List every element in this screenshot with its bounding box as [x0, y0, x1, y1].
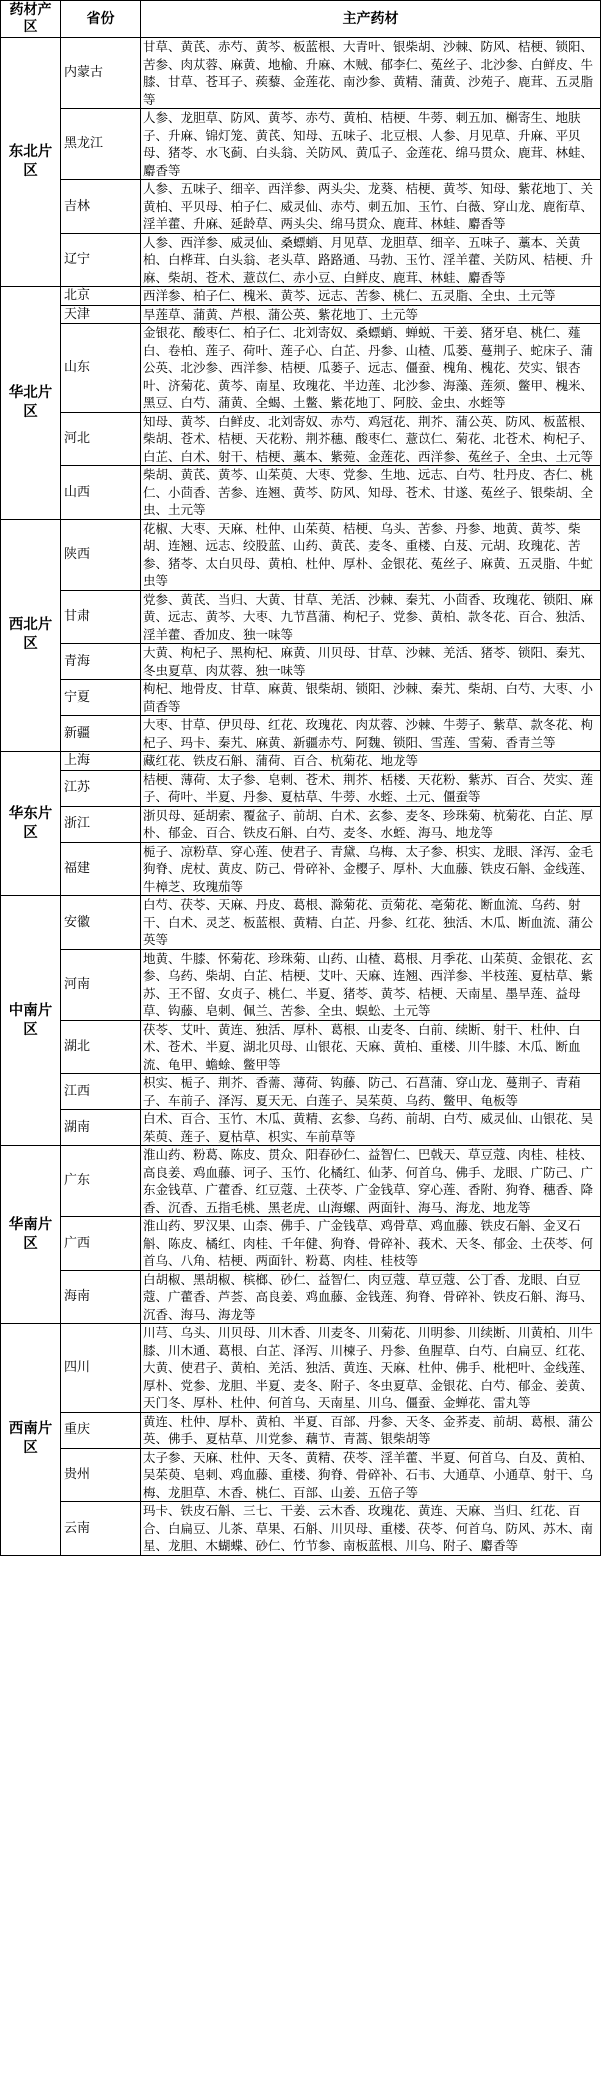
herbs-cell: 白术、百合、玉竹、木瓜、黄精、玄参、乌药、前胡、白芍、威灵仙、山银花、吴茱萸、莲子、夏枯草、枳实、车前草等 [141, 1110, 601, 1146]
table-row [1, 949, 601, 1020]
province-cell: 湖南 [61, 1110, 141, 1146]
herbs-cell: 玛卡、铁皮石斛、三七、干姜、云木香、玫瑰花、黄连、天麻、当归、红花、百合、白扁豆、儿茶、草果、石斛、川贝母、重楼、茯苓、何首乌、防风、苏木、南星、龙胆、木蝴蝶、砂仁、竹节参、南板蓝根、川乌、附子、麝香等 [141, 1502, 601, 1556]
table-row [1, 1502, 601, 1556]
herbs-cell: 金银花、酸枣仁、柏子仁、北刘寄奴、桑螵蛸、蝉蜕、干姜、猪牙皂、桃仁、薤白、卷柏、莲子、荷叶、莲子心、白芷、丹参、山楂、瓜蒌、蔓荆子、蛇床子、蒲公英、北沙参、西洋参、桔梗、瓜蒌子、远志、僵蚕、槐角、槐花、芡实、银杏叶、济菊花、黄芩、南星、玫瑰花、半边莲、北沙参、海藻、莲须、鳖甲、槐米、黑豆、白芍、蒲黄、全蝎、土鳖、紫花地丁、阿胶、金虫、水蛭等 [141, 324, 601, 413]
herbs-cell: 川芎、乌头、川贝母、川木香、川麦冬、川菊花、川明参、川续断、川黄柏、川牛膝、川木通、葛根、白芷、泽泻、川楝子、丹参、鱼腥草、白芍、白扁豆、红花、大黄、使君子、黄柏、羌活、独活、黄连、天麻、杜仲、佛手、枇杷叶、金线莲、厚朴、党参、龙胆、半夏、麦冬、附子、冬虫夏草、金银花、白芍、郁金、姜黄、天门冬、厚朴、杜仲、何首乌、天南星、川乌、僵蚕、金蝉花、雷丸等 [141, 1324, 601, 1413]
header-region: 药材产区 [1, 1, 61, 38]
province-cell: 福建 [61, 842, 141, 896]
region-cell: 华北片区 [1, 287, 61, 520]
table-row [1, 1270, 601, 1324]
table-row [1, 1412, 601, 1448]
herbs-cell: 旱莲草、蒲黄、芦根、蒲公英、紫花地丁、土元等 [141, 305, 601, 324]
herbs-cell: 淮山药、罗汉果、山柰、佛手、广金钱草、鸡骨草、鸡血藤、铁皮石斛、金叉石斛、陈皮、橘红、肉桂、千年健、狗脊、骨碎补、莪术、天冬、郁金、土茯苓、何首乌、八角、桔梗、两面针、粉葛、肉桂、桂枝等 [141, 1217, 601, 1271]
herbs-cell: 白芍、茯苓、天麻、丹皮、葛根、滁菊花、贡菊花、亳菊花、断血流、乌药、射干、白术、灵芝、板蓝根、黄精、白芷、丹参、红花、独活、木瓜、断血流、蒲公英等 [141, 896, 601, 950]
province-cell: 吉林 [61, 180, 141, 234]
herbs-cell: 人参、西洋参、威灵仙、桑螵蛸、月见草、龙胆草、细辛、五味子、藁本、关黄柏、白桦茸、白头翁、老头草、路路通、马勃、玉竹、淫羊藿、关防风、桔梗、升麻、柴胡、苍术、薏苡仁、赤小豆、白鲜皮、鹿茸、林蛙、麝香等 [141, 233, 601, 287]
province-cell: 陕西 [61, 519, 141, 590]
table-row [1, 38, 601, 109]
table-row [1, 590, 601, 644]
region-cell: 华南片区 [1, 1146, 61, 1324]
province-cell: 江西 [61, 1074, 141, 1110]
region-cell: 东北片区 [1, 38, 61, 287]
province-cell: 江苏 [61, 770, 141, 806]
herbs-cell: 黄连、杜仲、厚朴、黄柏、半夏、百部、丹参、天冬、金荞麦、前胡、葛根、蒲公英、佛手、夏枯草、川党参、藕节、青蒿、银柴胡等 [141, 1412, 601, 1448]
table-row [1, 716, 601, 752]
province-cell: 河南 [61, 949, 141, 1020]
table-row [1, 752, 601, 771]
herbs-cell: 人参、龙胆草、防风、黄芩、赤芍、黄柏、桔梗、牛蒡、刺五加、槲寄生、地肤子、升麻、锦灯笼、黄芪、知母、五味子、北豆根、人参、月见草、升麻、平贝母、猪苓、水飞蓟、白头翁、关防风、黄瓜子、金莲花、绵马贯众、鹿茸、林蛙、麝香等 [141, 109, 601, 180]
province-cell: 湖北 [61, 1020, 141, 1074]
header-herbs: 主产药材 [141, 1, 601, 38]
province-cell: 云南 [61, 1502, 141, 1556]
table-row [1, 1074, 601, 1110]
table-row [1, 1020, 601, 1074]
region-cell: 西北片区 [1, 519, 61, 752]
table-body [1, 38, 601, 1556]
table-row [1, 287, 601, 306]
herbs-cell: 太子参、天麻、杜仲、天冬、黄精、茯苓、淫羊藿、半夏、何首乌、白及、黄柏、吴茱萸、皂刺、鸡血藤、重楼、狗脊、骨碎补、石韦、大通草、小通草、射干、乌梅、龙胆草、木香、桃仁、百部、山姜、五倍子等 [141, 1448, 601, 1502]
province-cell: 宁夏 [61, 680, 141, 716]
province-cell: 山东 [61, 324, 141, 413]
province-cell: 广东 [61, 1146, 141, 1217]
province-cell: 山西 [61, 466, 141, 520]
region-cell: 中南片区 [1, 896, 61, 1146]
province-cell: 海南 [61, 1270, 141, 1324]
table-row [1, 180, 601, 234]
herbs-cell: 枸杞、地骨皮、甘草、麻黄、银柴胡、锁阳、沙棘、秦艽、柴胡、白芍、大枣、小茴香等 [141, 680, 601, 716]
region-cell: 华东片区 [1, 752, 61, 896]
table-row [1, 1324, 601, 1413]
province-cell: 天津 [61, 305, 141, 324]
region-cell: 西南片区 [1, 1324, 61, 1556]
table-row [1, 680, 601, 716]
table-row [1, 466, 601, 520]
table-row [1, 770, 601, 806]
province-cell: 青海 [61, 644, 141, 680]
province-cell: 河北 [61, 412, 141, 466]
herbs-cell: 藏红花、铁皮石斛、蒲荷、百合、杭菊花、地龙等 [141, 752, 601, 771]
herbs-cell: 花椒、大枣、天麻、杜仲、山茱萸、桔梗、乌头、苦参、丹参、地黄、黄芩、柴胡、连翘、远志、绞股蓝、山药、黄芪、麦冬、重楼、白芨、元胡、玫瑰花、苦参、猪苓、太白贝母、黄柏、杜仲、厚朴、金银花、菟丝子、麻黄、五灵脂、牛虻虫等 [141, 519, 601, 590]
herbs-cell: 白胡椒、黑胡椒、槟榔、砂仁、益智仁、肉豆蔻、草豆蔻、公丁香、龙眼、白豆蔻、广藿香、芦荟、高良姜、鸡血藤、金钱莲、狗脊、骨碎补、铁皮石斛、海马、沉香、海马、海龙等 [141, 1270, 601, 1324]
herbs-cell: 大黄、枸杞子、黑枸杞、麻黄、川贝母、甘草、沙棘、羌活、猪苓、锁阳、秦艽、冬虫夏草、肉苁蓉、独一味等 [141, 644, 601, 680]
table-row [1, 412, 601, 466]
province-cell: 四川 [61, 1324, 141, 1413]
table-row [1, 1217, 601, 1271]
province-cell: 上海 [61, 752, 141, 771]
herbs-cell: 浙贝母、延胡索、覆盆子、前胡、白术、玄参、麦冬、珍珠菊、杭菊花、白芷、厚朴、郁金、百合、铁皮石斛、白芍、麦冬、水蛭、海马、地龙等 [141, 806, 601, 842]
herbs-cell: 西洋参、柏子仁、槐米、黄芩、远志、苦参、桃仁、五灵脂、全虫、土元等 [141, 287, 601, 306]
province-cell: 浙江 [61, 806, 141, 842]
herbs-cell: 栀子、凉粉草、穿心莲、使君子、青黛、乌梅、太子参、枳实、龙眼、泽泻、金毛狗脊、虎杖、黄皮、防己、骨碎补、金樱子、厚朴、大血藤、铁皮石斛、金线莲、牛樟芝、玫瑰茄等 [141, 842, 601, 896]
table-row [1, 233, 601, 287]
province-cell: 北京 [61, 287, 141, 306]
herbs-cell: 桔梗、薄荷、太子参、皂刺、苍术、荆芥、栝楼、天花粉、紫苏、百合、芡实、莲子、荷叶、半夏、丹参、夏枯草、牛蒡、水蛭、土元、僵蚕等 [141, 770, 601, 806]
herbs-cell: 淮山药、粉葛、陈皮、贯众、阳春砂仁、益智仁、巴戟天、草豆蔻、肉桂、桂枝、高良姜、鸡血藤、诃子、玉竹、化橘红、仙茅、何首乌、佛手、龙眼、广防己、广东金钱草、广藿香、红豆蔻、土茯苓、广金钱草、穿心莲、香附、狗脊、穗香、降香、沉香、五指毛桃、黑老虎、山海螺、两面针、海马、海龙、地龙等 [141, 1146, 601, 1217]
herbs-cell: 党参、黄芪、当归、大黄、甘草、羌活、沙棘、秦艽、小茴香、玫瑰花、锁阳、麻黄、远志、黄芩、大枣、九节菖蒲、枸杞子、党参、黄柏、款冬花、百合、独活、淫羊藿、香加皮、独一味等 [141, 590, 601, 644]
province-cell: 甘肃 [61, 590, 141, 644]
herbs-cell: 枳实、栀子、荆芥、香薷、薄荷、钩藤、防己、石菖蒲、穿山龙、蔓荆子、青葙子、车前子、泽泻、夏天无、白莲子、吴茱萸、乌药、鳖甲、龟板等 [141, 1074, 601, 1110]
province-cell: 辽宁 [61, 233, 141, 287]
province-cell: 贵州 [61, 1448, 141, 1502]
table-header-row [1, 1, 601, 38]
herbs-cell: 柴胡、黄芪、黄芩、山茱萸、大枣、党参、生地、远志、白芍、牡丹皮、杏仁、桃仁、小茴香、苦参、连翘、黄芩、防风、知母、苍术、甘遂、菟丝子、银柴胡、全虫、土元等 [141, 466, 601, 520]
herbs-cell: 甘草、黄芪、赤芍、黄芩、板蓝根、大青叶、银柴胡、沙棘、防风、桔梗、锁阳、苦参、肉苁蓉、麻黄、地榆、升麻、木贼、郁李仁、菟丝子、北沙参、白鲜皮、牛膝、甘草、苍耳子、蒺藜、金莲花、南沙参、黄精、蒲黄、沙苑子、鹿茸、五灵脂等 [141, 38, 601, 109]
herbs-cell: 人参、五味子、细辛、西洋参、两头尖、龙葵、桔梗、黄芩、知母、紫花地丁、关黄柏、平贝母、柏子仁、威灵仙、赤芍、刺五加、玉竹、白薇、穿山龙、鹿衔草、淫羊藿、升麻、延龄草、两头尖、绵马贯众、鹿茸、林蛙、麝香等 [141, 180, 601, 234]
table-row [1, 519, 601, 590]
province-cell: 安徽 [61, 896, 141, 950]
province-cell: 新疆 [61, 716, 141, 752]
table-row [1, 109, 601, 180]
province-cell: 重庆 [61, 1412, 141, 1448]
table-row [1, 644, 601, 680]
herbs-cell: 大枣、甘草、伊贝母、红花、玫瑰花、肉苁蓉、沙棘、牛蒡子、紫草、款冬花、枸杞子、玛卡、秦艽、麻黄、新疆赤芍、阿魏、锁阳、雪莲、雪菊、香青兰等 [141, 716, 601, 752]
herbs-cell: 知母、黄芩、白鲜皮、北刘寄奴、赤芍、鸡冠花、荆芥、蒲公英、防风、板蓝根、柴胡、苍术、桔梗、天花粉、荆芥穗、酸枣仁、薏苡仁、菊花、北苍术、枸杞子、白芷、白术、射干、桔梗、藁本、紫菀、金莲花、西洋参、菟丝子、全虫、土元等 [141, 412, 601, 466]
province-cell: 广西 [61, 1217, 141, 1271]
table-row [1, 842, 601, 896]
table-row [1, 1110, 601, 1146]
table-row [1, 806, 601, 842]
province-cell: 内蒙古 [61, 38, 141, 109]
table-row [1, 324, 601, 413]
table-row [1, 896, 601, 950]
herbs-cell: 地黄、牛膝、怀菊花、珍珠菊、山药、山楂、葛根、月季花、山茱萸、金银花、玄参、乌药、柴胡、白芷、桔梗、艾叶、天麻、连翘、西洋参、半枝莲、夏枯草、紫苏、王不留、女贞子、桃仁、半夏、猪苓、黄芩、桔梗、天南星、墨旱莲、益母草、钩藤、皂刺、佩兰、苦参、全虫、蜈蚣、土元等 [141, 949, 601, 1020]
province-cell: 黑龙江 [61, 109, 141, 180]
herbs-cell: 茯苓、艾叶、黄连、独活、厚朴、葛根、山麦冬、白前、续断、射干、杜仲、白术、苍术、半夏、湖北贝母、山银花、天麻、黄柏、重楼、川牛膝、木瓜、断血流、龟甲、蟾蜍、鳖甲等 [141, 1020, 601, 1074]
header-province: 省份 [61, 1, 141, 38]
table-row [1, 305, 601, 324]
table-row [1, 1146, 601, 1217]
table-row [1, 1448, 601, 1502]
